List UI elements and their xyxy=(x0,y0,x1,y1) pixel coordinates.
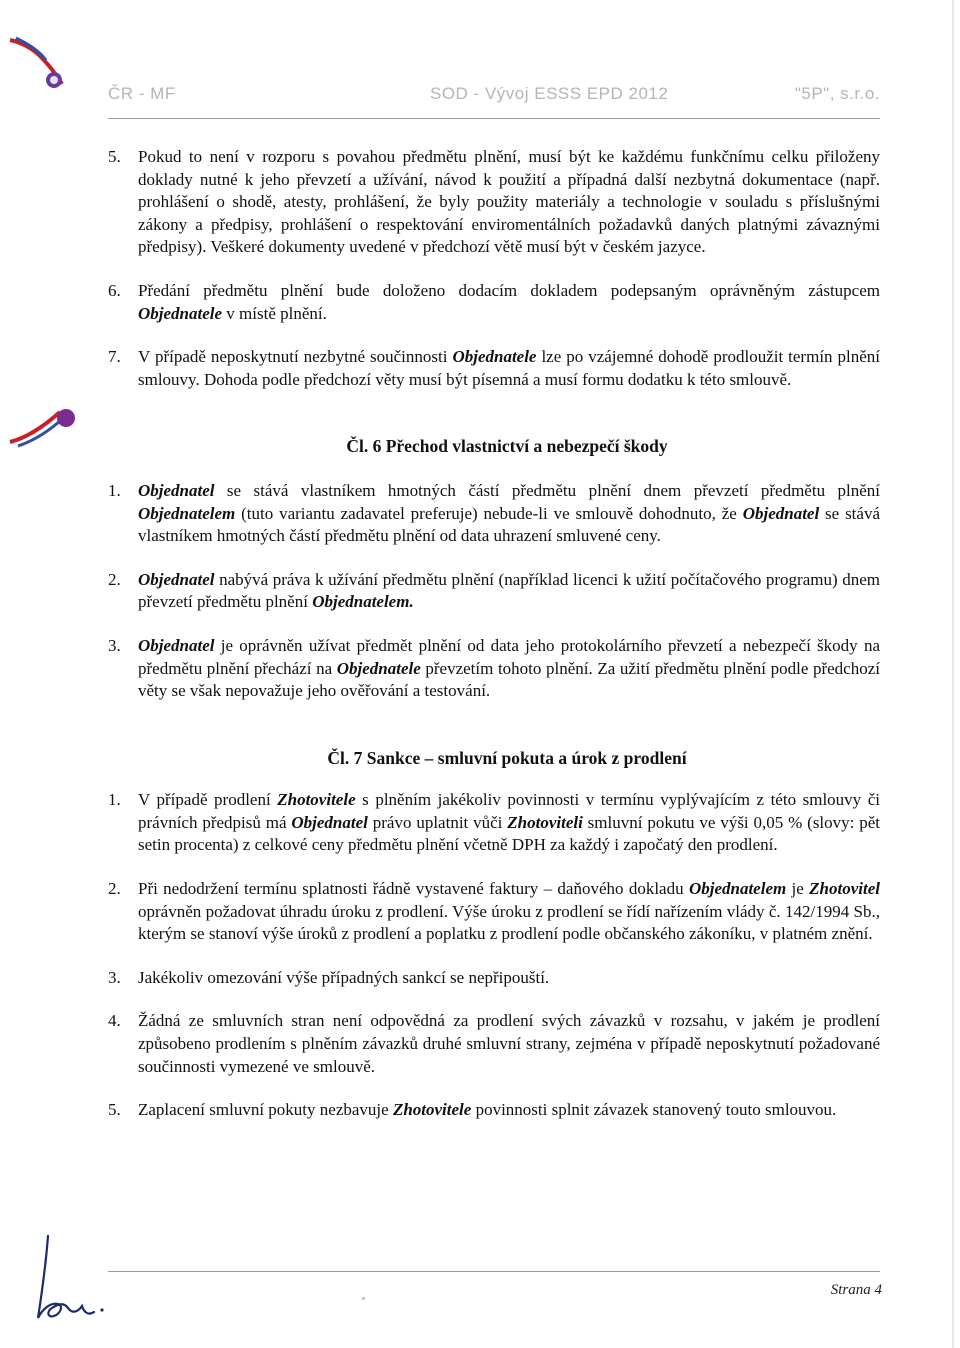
clause-number: 7. xyxy=(108,347,121,367)
clause-text: V případě prodlení xyxy=(138,790,278,810)
clause-text: (tuto variantu zadavatel preferuje) nebude-li ve smlouvě dohodnuto, že xyxy=(235,503,743,523)
clause-number: 5. xyxy=(108,147,121,166)
clause-text: V případě neposkytnutí nezbytné součinnosti xyxy=(138,347,453,367)
footer-divider xyxy=(108,1271,880,1272)
page-edge-line xyxy=(952,0,954,1348)
party-name: Zhotovitele xyxy=(392,1100,472,1120)
clause-item xyxy=(108,635,880,703)
clause-text: nabývá práva k užívání předmětu plnění (například licenci k užití počítačového programu) dnem převzetí předmětu plnění xyxy=(138,569,880,612)
clause-text: právo uplatnit vůči xyxy=(367,812,508,832)
paper-clip-icon xyxy=(6,34,64,94)
document-body xyxy=(108,146,880,1122)
clause-text: Předání předmětu plnění bude doloženo dodacím dokladem podepsaným oprávněným zástupcem xyxy=(138,280,880,300)
clause-item xyxy=(108,346,880,391)
party-name: Objednatele xyxy=(138,303,223,323)
clause-item xyxy=(108,789,880,857)
clause-number: 1. xyxy=(108,480,121,500)
clause-text: v místě plnění. xyxy=(222,303,327,323)
clause-item xyxy=(108,146,880,259)
party-name: Zhotovitele xyxy=(277,790,356,810)
clause-text: Žádná ze smluvních stran není odpovědná za prodlení svých závazků v rozsahu, v jakém je prodlení způsobeno prodlením s plněním závazků druhé smluvní strany, zejména v případě neposkytnutí požadované součinnosti vymezené ve smlouvě. xyxy=(138,1011,880,1076)
header-divider xyxy=(108,118,880,119)
clause-number: 2. xyxy=(108,569,121,589)
clause-text: se stává vlastníkem hmotných částí předmětu plnění dnem převzetí předmětu plnění xyxy=(214,480,880,500)
clause-number: 3. xyxy=(108,635,121,655)
clause-number: 2. xyxy=(108,879,121,899)
party-name: Objednatelem xyxy=(688,879,787,899)
handwritten-signature xyxy=(28,1232,106,1324)
clause-text: převzetím tohoto plnění. Za užití předmětu plnění podle předchozí věty se však nepovažuje jeho ověřování a testování. xyxy=(138,658,881,701)
party-name: Objednatelem. xyxy=(312,592,414,612)
clause-text: s plněním jakékoliv povinnosti v termínu vyplývajícím z této smlouvy či právních předpisů má xyxy=(138,790,880,832)
clause-item xyxy=(108,280,880,325)
party-name: Objednatel xyxy=(742,503,820,523)
clause-number: 5. xyxy=(108,1100,121,1120)
party-name: Objednatel xyxy=(138,635,215,655)
header-left: ČR - MF xyxy=(108,84,176,103)
header-right: "5P", s.r.o. xyxy=(794,84,880,103)
party-name: Objednatelem xyxy=(138,503,236,523)
clause-text: smluvní pokutu ve výši 0,05 % (slovy: pět setin procenta) z celkové ceny předmětu plnění včetně DPH za každý i započatý den prodlení. xyxy=(138,812,881,855)
clause-text: povinnosti splnit závazek stanovený touto smlouvou. xyxy=(471,1100,837,1120)
clause-number: 1. xyxy=(108,790,121,810)
clause-item xyxy=(108,1010,880,1078)
clause-text: lze po vzájemné dohodě prodloužit termín plnění smlouvy. Dohoda podle předchozí věty musí být písemná a musí formu dodatku k této smlouvě. xyxy=(138,347,880,389)
party-name: Objednatele xyxy=(452,347,537,367)
paper-clip-icon xyxy=(8,398,78,450)
clause-text: Zaplacení smluvní pokuty nezbavuje xyxy=(138,1100,393,1120)
clause-item xyxy=(108,967,880,990)
clause-item xyxy=(108,878,880,946)
party-name: Objednatel xyxy=(138,480,215,500)
party-name: Objednatele xyxy=(336,658,421,678)
clause-text: je xyxy=(786,879,810,899)
header-center: SOD - Vývoj ESSS EPD 2012 xyxy=(430,84,669,103)
clause-text: Při nedodržení termínu splatnosti řádně vystavené faktury – daňového dokladu xyxy=(138,879,689,899)
section-heading: Čl. 6 Přechod vlastnictví a nebezpečí škody xyxy=(346,436,668,457)
party-name: Objednatel xyxy=(138,569,215,589)
clause-text: se stává vlastníkem hmotných částí předmětu plnění od data uhrazení smluvené ceny. xyxy=(138,503,880,546)
clause-item xyxy=(108,1099,880,1122)
clause-number: 3. xyxy=(108,967,121,987)
party-name: Zhotovitel xyxy=(809,879,880,899)
page-number: Strana 4 xyxy=(830,1282,882,1298)
scan-speck xyxy=(362,1297,365,1300)
clause-text: Pokud to není v rozporu s povahou předmětu plnění, musí být ke každému funkčnímu celku přiloženy doklady nutné k jeho převzetí a užívání, návod k použití a případná další nezbytná dokumentace (např. prohlášení o shodě, atesty, prohlášení, že byly použity materiály a technologie v souladu s příslušnými zákony a předpisy, prohlášení o respektování enviromentálních požadavků daných platnými závaznými předpisy). Veškeré dokumenty uvedené v předchozí větě musí být v českém jazyce. xyxy=(138,147,880,257)
clause-text: je oprávněn užívat předmět plnění od data jeho protokolárního převzetí a nebezpečí škody na předmětu plnění přechází na xyxy=(138,635,880,678)
party-name: Zhotoviteli xyxy=(507,812,583,832)
page-header xyxy=(108,84,880,114)
clause-item xyxy=(108,480,880,548)
party-name: Objednatel xyxy=(291,812,368,832)
clause-text: oprávněn požadovat úhradu úroku z prodlení. Výše úroku z prodlení se řídí nařízením vlády č. 142/1994 Sb., kterým se stanoví výše úroků z prodlení a poplatku z prodlení podle občanského zákoníku, v platném znění. xyxy=(138,901,880,944)
clause-item xyxy=(108,569,880,614)
clause-text: Jakékoliv omezování výše případných sankcí se nepřipouští. xyxy=(138,967,550,987)
clause-number: 4. xyxy=(108,1011,121,1031)
clause-number: 6. xyxy=(108,280,121,300)
section-heading: Čl. 7 Sankce – smluvní pokuta a úrok z prodlení xyxy=(327,747,687,768)
